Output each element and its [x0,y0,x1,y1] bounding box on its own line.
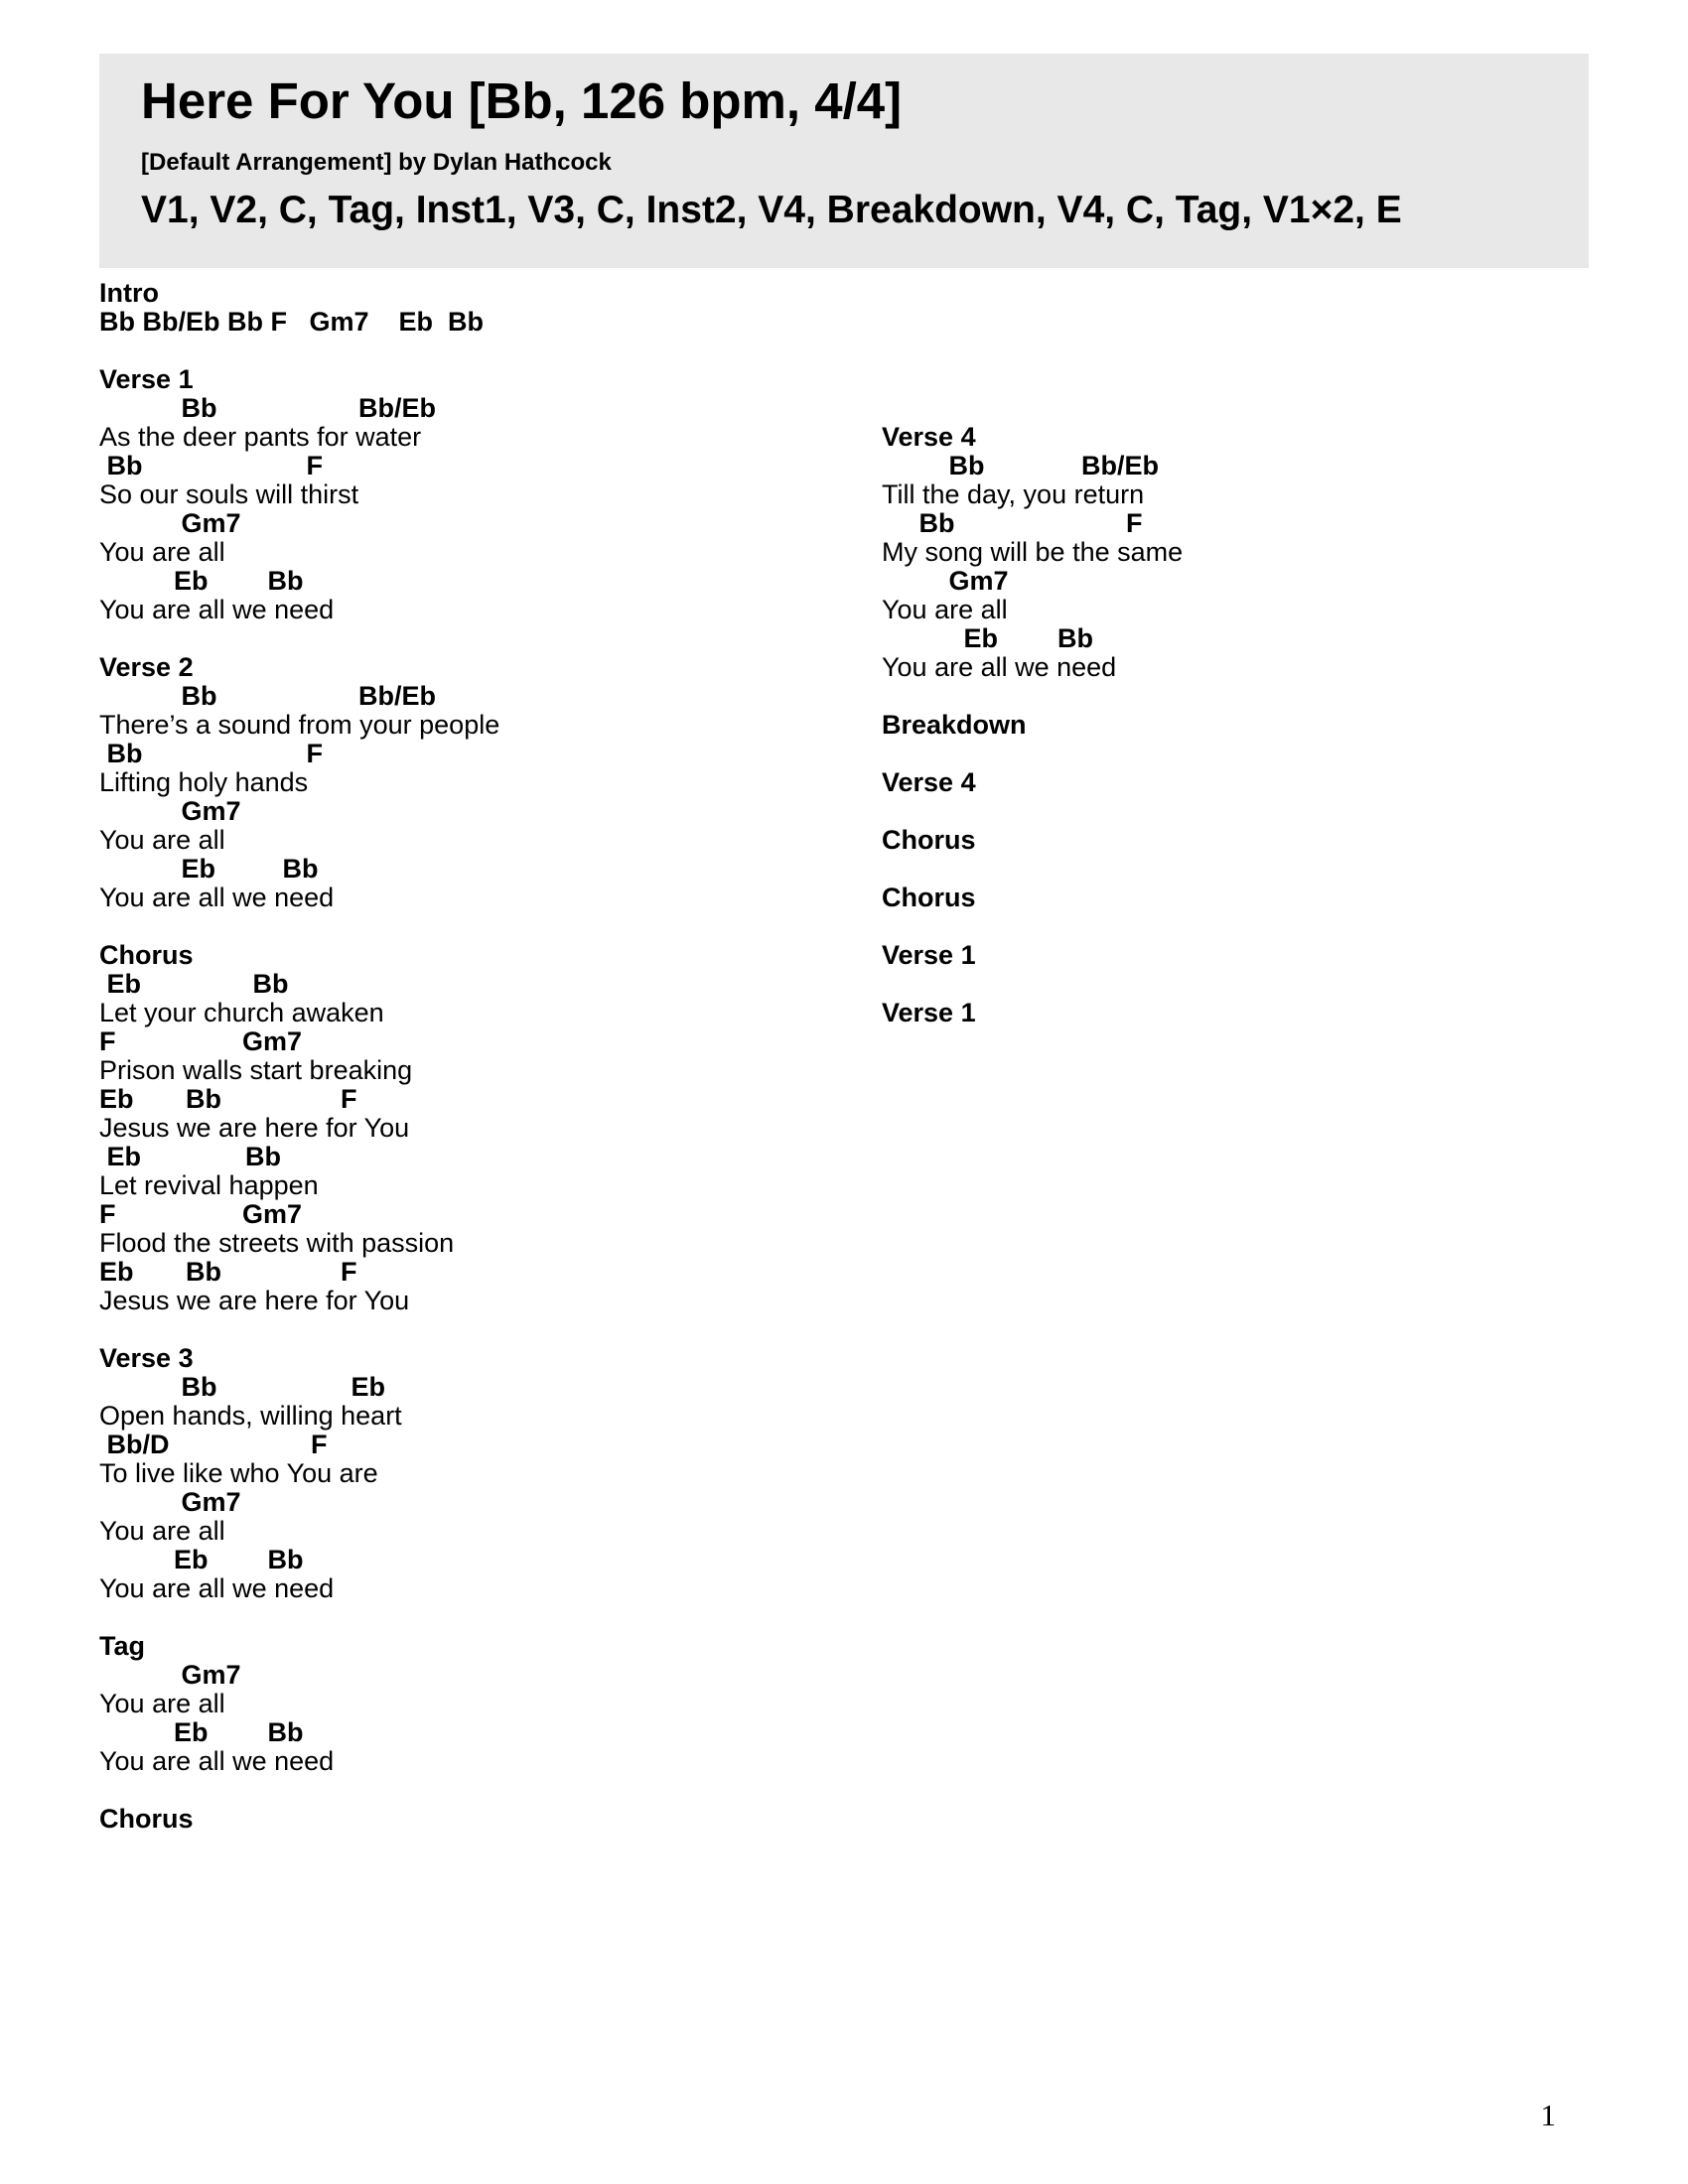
chord-line: Eb Bb F [99,1257,357,1287]
lyric-line: You are all [99,1516,225,1546]
lyric-line: You are all we need [99,1573,335,1603]
lyric-line: Let your church awaken [99,998,384,1027]
chord-line: Eb Bb [99,969,289,999]
section-label: Chorus [882,825,976,855]
section-label: Tag [99,1631,145,1661]
lyric-line: There’s a sound from your people [99,710,500,740]
spacer [99,1776,499,1805]
spacer [882,970,1183,999]
chord-line: Bb F [99,739,324,768]
chord-line: Bb Bb/Eb [99,681,437,711]
spacer [882,337,1183,365]
chord-line: Eb Bb [99,1545,304,1574]
chord-line: Gm7 [99,796,241,826]
lyric-line: You are all we need [882,652,1117,682]
lyric-line: Jesus we are here for You [99,1286,410,1315]
spacer [99,1315,499,1344]
lyric-line: Jesus we are here for You [99,1113,410,1143]
right-column [882,279,1183,1027]
lyric-line: Let revival happen [99,1170,319,1200]
lyric-line: To live like who You are [99,1458,378,1488]
spacer [882,308,1183,337]
section-label: Chorus [882,883,976,912]
spacer [882,740,1183,768]
song-title: Here For You [Bb, 126 bpm, 4/4] [141,72,903,129]
chord-line: Bb/D F [99,1430,328,1459]
chord-line: Gm7 [99,1487,241,1517]
lyric-line: You are all [99,1689,225,1718]
chord-line: Bb Eb [99,1372,386,1402]
section-label: Verse 1 [882,940,976,970]
lyric-line: You are all [99,537,225,567]
chord-line: F Gm7 [99,1199,303,1229]
section-label: Verse 1 [99,364,194,394]
section-label: Verse 2 [99,652,194,682]
chord-line: Eb Bb F [99,1084,357,1114]
section-label: Verse 4 [882,422,976,452]
lyric-line: You are all we need [99,1746,335,1776]
lyric-line: Open hands, willing heart [99,1401,402,1431]
chord-line: Eb Bb [99,566,304,596]
spacer [99,912,499,941]
chord-line: Gm7 [882,566,1009,596]
page-number: 1 [1540,2098,1556,2132]
chord-line: Eb Bb [882,623,1094,653]
lyric-line: Lifting holy hands [99,767,309,797]
spacer [882,855,1183,884]
lyric-line: You are all [99,825,225,855]
arrangement-author: [Default Arrangement] by Dylan Hathcock [141,149,612,176]
lyric-line: As the deer pants for water [99,422,422,452]
section-label: Chorus [99,940,194,970]
chord-line: F Gm7 [99,1026,303,1056]
chord-line: Bb Bb/Eb Bb F Gm7 Eb Bb [99,307,485,337]
section-label: Chorus [99,1804,194,1834]
spacer [882,797,1183,826]
chord-line: Eb Bb [99,1717,304,1747]
chord-line: Bb F [882,508,1143,538]
lyric-line: You are all we need [99,595,335,624]
section-label: Verse 1 [882,998,976,1027]
spacer [882,912,1183,941]
song-header [99,54,1589,268]
lyric-line: Flood the streets with passion [99,1228,455,1258]
chord-line: Eb Bb [99,854,319,884]
spacer [99,337,499,365]
spacer [882,279,1183,308]
chord-line: Bb Bb/Eb [99,393,437,423]
left-column [99,279,499,1834]
spacer [882,682,1183,711]
spacer [99,1603,499,1632]
chord-line: Gm7 [99,1660,241,1690]
chord-line: Gm7 [99,508,241,538]
section-label: Verse 4 [882,767,976,797]
chord-line: Bb F [99,451,324,480]
lyric-line: Till the day, you return [882,479,1145,509]
lyric-line: You are all [882,595,1008,624]
spacer [882,394,1183,423]
chord-line: Bb Bb/Eb [882,451,1160,480]
lyric-line: Prison walls start breaking [99,1055,413,1085]
spacer [99,624,499,653]
lyric-line: So our souls will thirst [99,479,359,509]
song-order: V1, V2, C, Tag, Inst1, V3, C, Inst2, V4, Breakdown, V4, C, Tag, V1×2, E [141,189,1402,231]
spacer [882,365,1183,394]
lyric-line: You are all we need [99,883,335,912]
section-label: Intro [99,278,159,308]
lyric-line: My song will be the same [882,537,1184,567]
section-label: Verse 3 [99,1343,194,1373]
chord-line: Eb Bb [99,1142,282,1171]
section-label: Breakdown [882,710,1027,740]
